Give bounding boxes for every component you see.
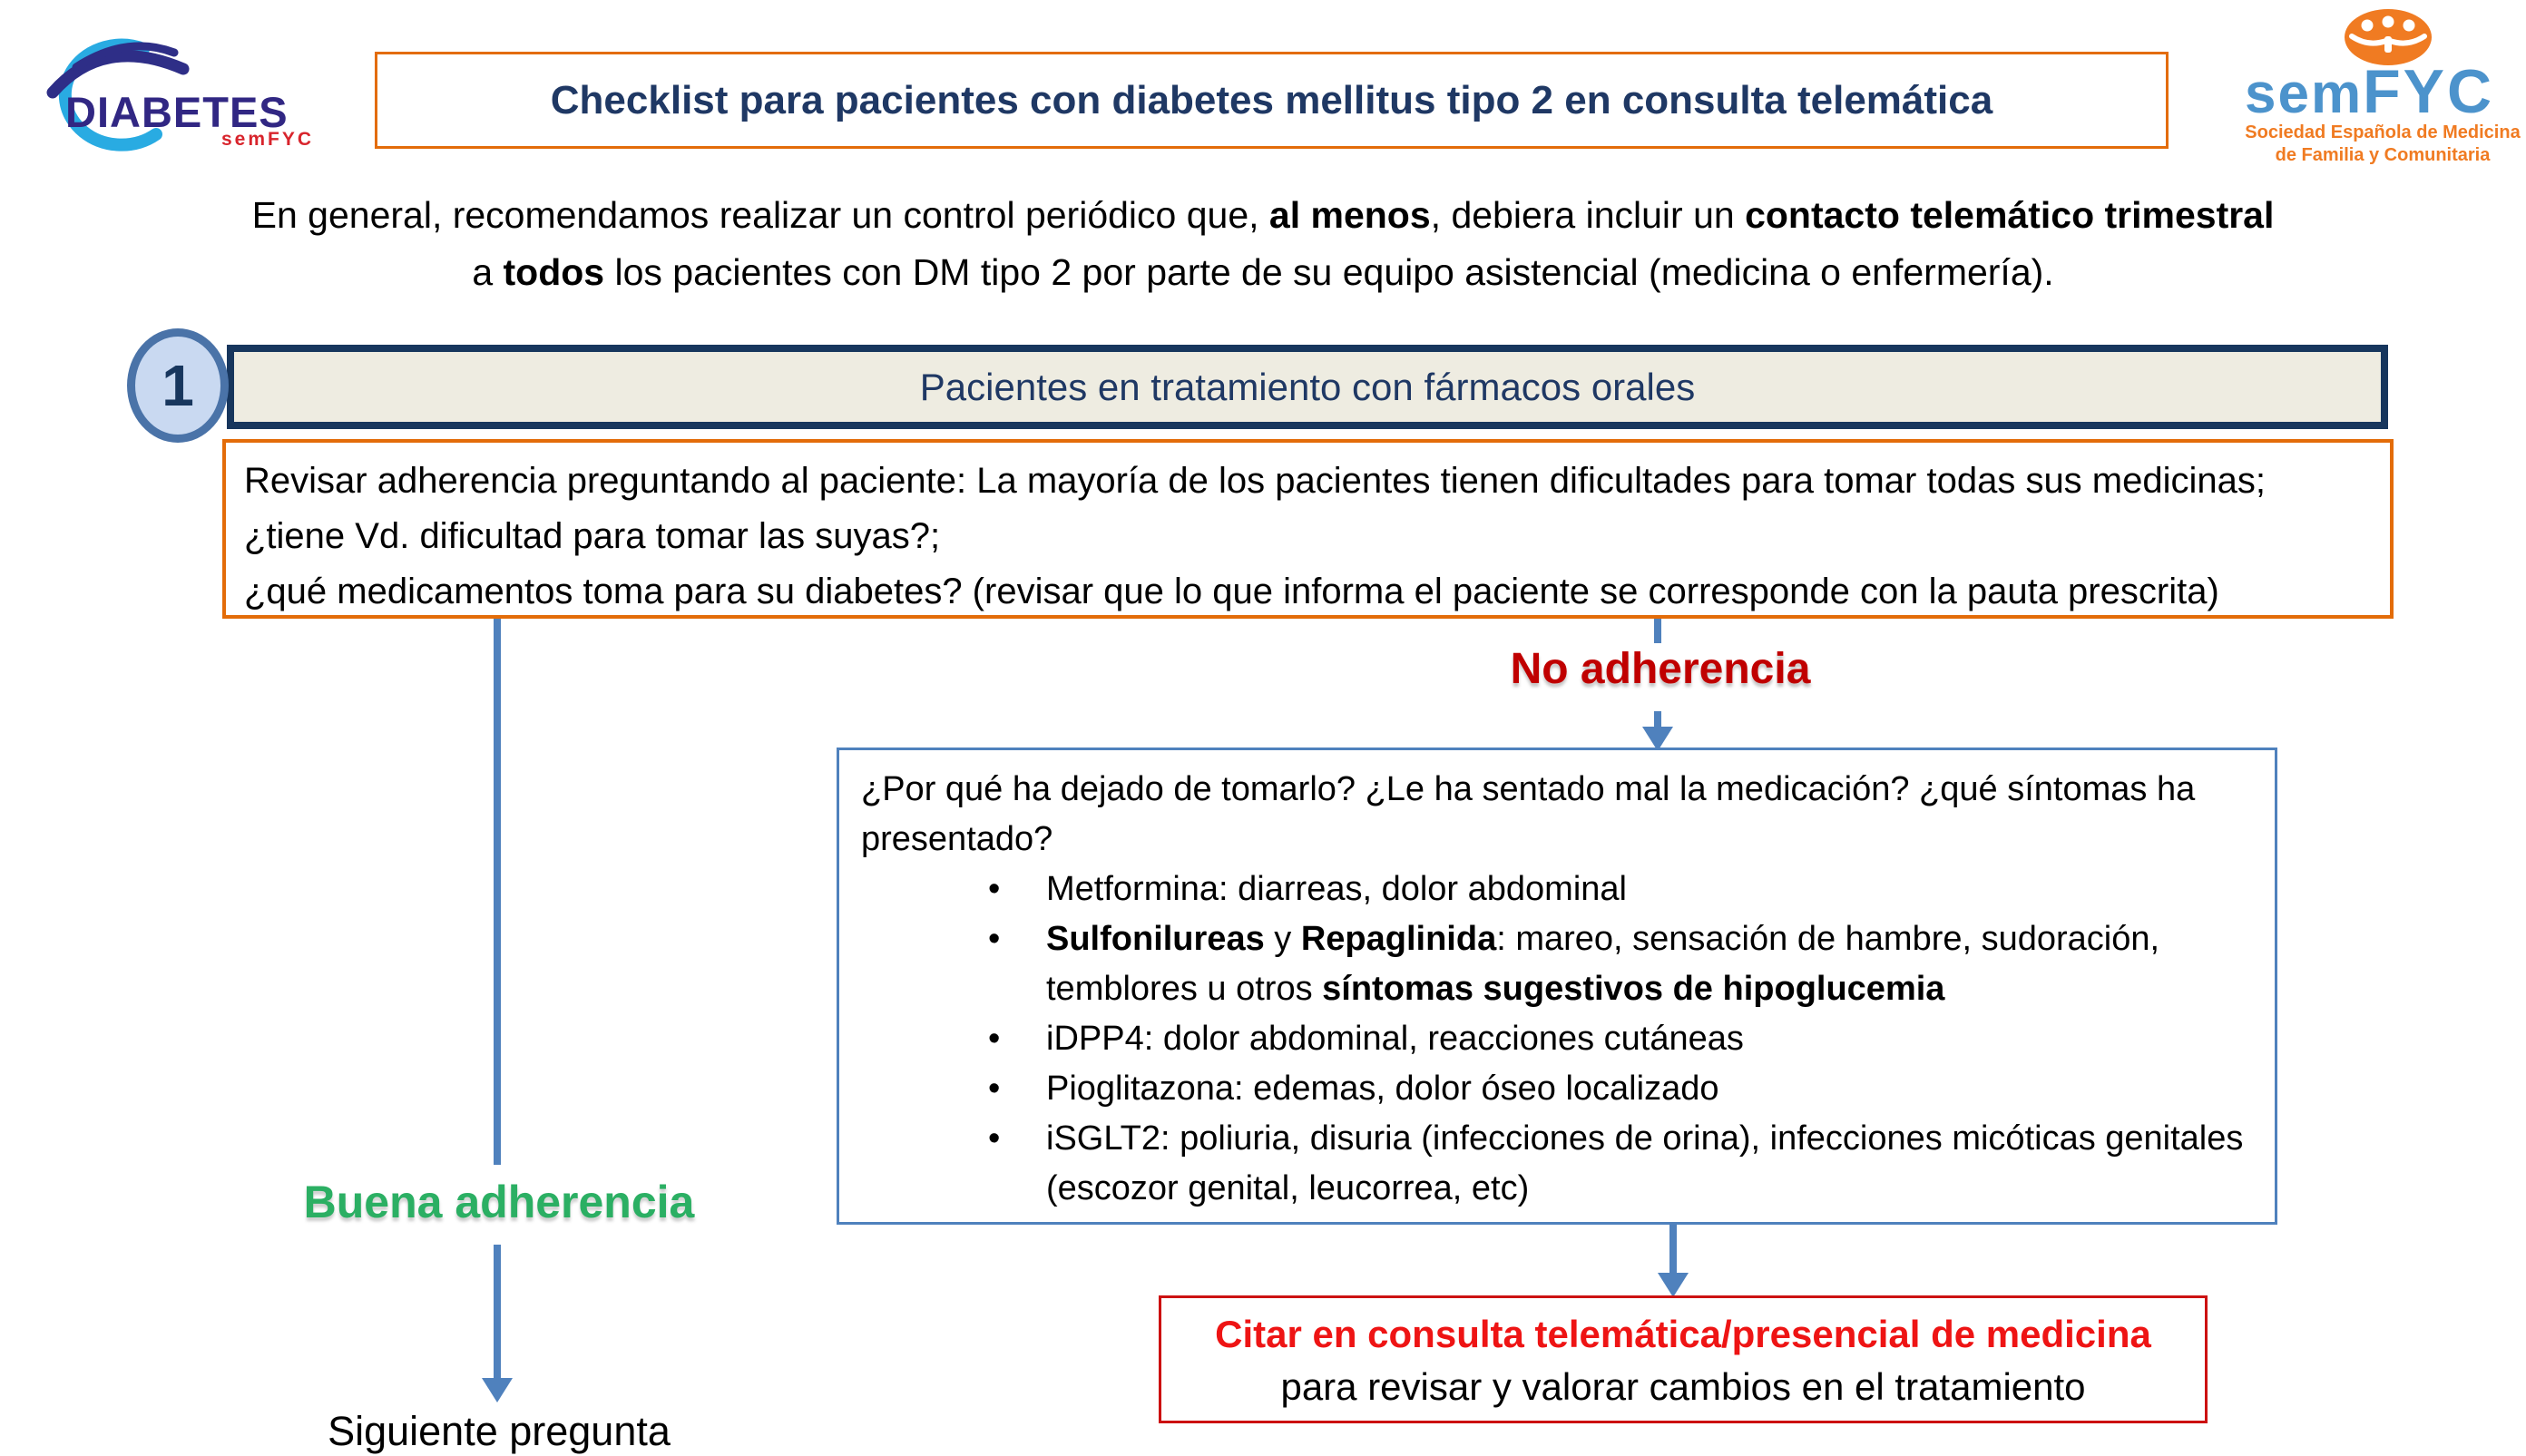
main-title-box xyxy=(375,52,2169,149)
semfyc-wordmark-fyc: FYC xyxy=(2363,57,2495,126)
next-question-label: Siguiente pregunta xyxy=(328,1408,671,1454)
good-adherence-label: Buena adherencia xyxy=(303,1177,695,1227)
good-adherence-arrow-line xyxy=(494,1245,501,1379)
diabetes-semfyc-logo xyxy=(25,20,388,174)
cite-arrowhead-icon xyxy=(1658,1273,1689,1297)
good-adherence-connector-line xyxy=(494,619,501,1165)
adherence-question-box xyxy=(222,439,2394,619)
semfyc-tagline-line1: Sociedad Española de Medicina xyxy=(2245,122,2521,142)
symptoms-bullet-sulfonilureas: • Sulfonilureas y Repaglinida: mareo, sensación de hambre, sudoración, temblores u otros síntomas sugestivos de hipoglucemia xyxy=(861,914,2275,1014)
adherence-question-line-2: ¿tiene Vd. dificultad para tomar las suyas?; xyxy=(244,516,941,556)
adherence-question-line-1: Revisar adherencia preguntando al paciente: La mayoría de los pacientes tienen dificultades para tomar todas sus medicinas; xyxy=(244,461,2266,501)
intro-line-2: a todos los pacientes con DM tipo 2 por parte de su equipo asistencial (medicina o enfermería). xyxy=(472,251,2054,293)
section-1-header-bar xyxy=(227,345,2388,429)
symptoms-bullet-isglt2: • iSGLT2: poliuria, disuria (infecciones de orina), infecciones micóticas genitales (escozor genital, leucorrea, etc) xyxy=(861,1114,2275,1214)
symptoms-intro: ¿Por qué ha dejado de tomarlo? ¿Le ha sentado mal la medicación? ¿qué síntomas ha presentado? xyxy=(861,770,2196,858)
semfyc-tagline-line2: de Familia y Comunitaria xyxy=(2275,145,2491,165)
no-adherence-label: No adherencia xyxy=(1510,645,1811,693)
intro-line-1: En general, recomendamos realizar un control periódico que, al menos, debiera incluir un contacto telemático trimestral xyxy=(251,194,2275,236)
semfyc-wordmark-sem: sem xyxy=(2245,63,2364,125)
semfyc-logo xyxy=(2239,5,2526,182)
cite-connector-line xyxy=(1669,1224,1677,1275)
intro-paragraph xyxy=(0,187,2526,301)
symptoms-bullet-pioglitazona: • Pioglitazona: edemas, dolor óseo localizado xyxy=(861,1064,2275,1114)
symptoms-bullet-list xyxy=(861,865,2275,1214)
cite-box-line-1: Citar en consulta telemática/presencial de medicina xyxy=(1215,1313,2151,1355)
section-1-title: Pacientes en tratamiento con fármacos orales xyxy=(919,365,1696,408)
cite-box xyxy=(1159,1295,2208,1423)
step-1-badge xyxy=(127,328,229,443)
diabetes-logo-subtext: semFYC xyxy=(221,129,315,150)
symptoms-bullet-metformina: • Metformina: diarreas, dolor abdominal xyxy=(861,865,2275,914)
good-adherence-arrowhead-icon xyxy=(482,1378,513,1402)
no-adherence-connector-line xyxy=(1654,619,1661,643)
diabetes-logo-text: DIABETES xyxy=(65,88,289,136)
cite-box-line-2: para revisar y valorar cambios en el tratamiento xyxy=(1280,1365,2086,1408)
symptoms-box xyxy=(837,748,2277,1225)
semfyc-wordmark xyxy=(2245,56,2494,127)
step-1-number: 1 xyxy=(162,353,194,418)
adherence-question-line-3: ¿qué medicamentos toma para su diabetes? (revisar que lo que informa el paciente se corresponde con la pauta prescrita) xyxy=(244,572,2219,611)
main-title: Checklist para pacientes con diabetes mellitus tipo 2 en consulta telemática xyxy=(550,77,1993,122)
symptoms-bullet-idpp4: • iDPP4: dolor abdominal, reacciones cutáneas xyxy=(861,1014,2275,1064)
